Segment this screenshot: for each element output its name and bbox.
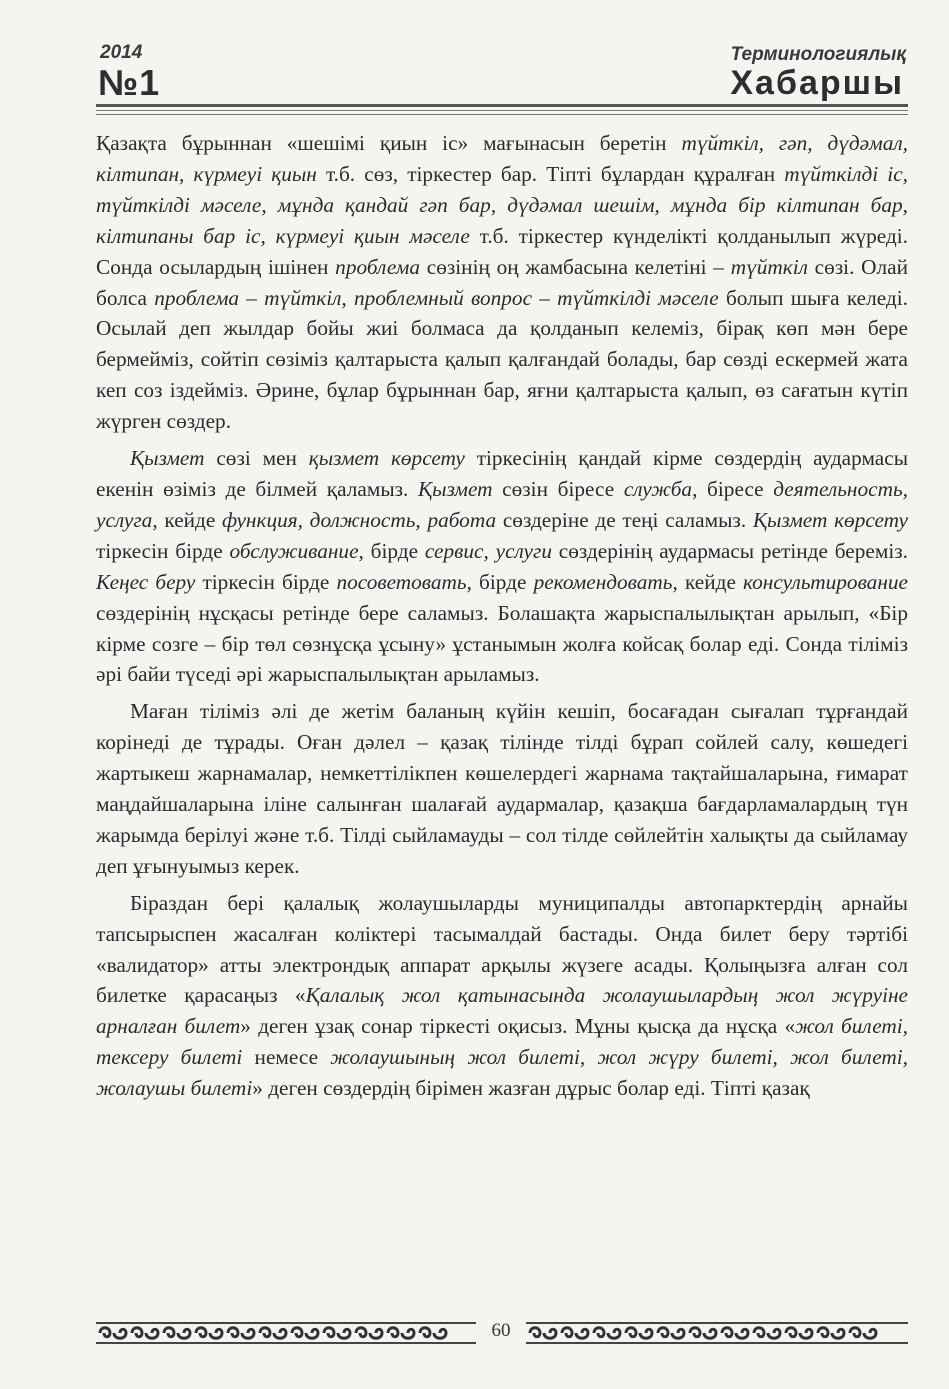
italic-term: жол билеті, тексеру билеті <box>96 1014 908 1070</box>
scroll-ornament-mark <box>594 1328 620 1339</box>
scroll-ornament-mark <box>754 1328 780 1339</box>
italic-term: түйткіл, гәп, дүдәмал, кілтипан, күрмеуі қиын <box>96 131 908 186</box>
italic-term: деятельность, услуга <box>96 476 908 532</box>
article-body <box>96 128 908 1110</box>
scroll-ornament-mark <box>260 1328 286 1339</box>
header-divider <box>96 104 908 118</box>
divider-rule <box>96 114 908 115</box>
italic-term: посоветовать <box>336 569 467 594</box>
text-run: т.б. сөз, тіркестер бар. Тіпті бұлардан құралған <box>316 161 785 186</box>
scroll-ornament-mark <box>658 1328 684 1339</box>
scroll-ornament-mark <box>324 1328 350 1339</box>
italic-term: Қызмет көрсету <box>752 507 908 532</box>
italic-term: сервис, услуги <box>424 538 552 563</box>
scroll-ornament-mark <box>228 1328 254 1339</box>
text-run: тіркесін бірде <box>195 569 337 594</box>
italic-term: Қызмет <box>418 476 493 501</box>
journal-title-bottom: Хабаршы <box>730 64 904 102</box>
text-run: , біресе <box>692 476 774 501</box>
scroll-ornament-mark <box>626 1328 652 1339</box>
journal-title-top: Терминологиялық <box>730 44 906 65</box>
text-run: сөздерінің аудармасы ретінде береміз. <box>551 538 908 563</box>
text-run: сөзі. Олай болса <box>96 254 909 310</box>
text-run: сөзі мен <box>204 446 309 471</box>
italic-term: Қызмет <box>130 446 205 471</box>
text-run: , бірде <box>358 538 425 563</box>
text-run: » деген ұзақ сонар тіркесті оқисыз. Мұны қысқа да нұсқа « <box>240 1014 796 1039</box>
italic-term: түйткіл <box>730 254 808 279</box>
scroll-ornament-mark <box>786 1328 812 1339</box>
paragraph <box>96 443 908 690</box>
italic-term: Кеңес беру <box>96 569 196 594</box>
italic-term: проблема – түйткіл, проблемный вопрос – түйткілді мәселе <box>154 285 719 310</box>
scroll-ornament-mark <box>420 1328 446 1339</box>
year: 2014 <box>100 42 143 63</box>
scroll-ornament-mark <box>132 1328 158 1339</box>
text-run: , бірде <box>466 569 534 594</box>
issue-number: №1 <box>98 62 161 103</box>
scroll-ornament-mark <box>388 1328 414 1339</box>
italic-term: түйткілді іс, түйткілді мәселе, мұнда қандай гәп бар, дүдәмал шешім, мұнда бір кілтипан бар, кілтипаны бар іс, күрмеуі қиын мәселе <box>96 161 908 248</box>
scroll-ornament-mark <box>530 1328 556 1339</box>
italic-term: служба <box>623 476 693 501</box>
scroll-ornament-mark <box>356 1328 382 1339</box>
scroll-ornament-mark <box>196 1328 222 1339</box>
text-run: болып шыға келеді. Осылай деп жылдар бойы жиі болмаса да қолданып келеміз, бірақ көп мән бере бермейміз, сойтіп сөзіміз қалтарыста қалып қалғандай болады, бар сөзді ескермей жата кеп соз іздейміз. Әрине, бұлар бұрыннан бар, яғни қалтарыста қалып, өз сағатын күтіп жүрген сөздер. <box>96 285 908 434</box>
text-run: Қазақта бұрыннан «шешімі қиын іс» мағынасын беретін <box>96 131 682 155</box>
ornament-right <box>526 1322 908 1344</box>
text-run: , кейде <box>672 569 743 594</box>
page-header <box>96 40 908 110</box>
scroll-ornament-mark <box>850 1328 876 1339</box>
text-run: т.б. тіркестер күнделікті қолданылып жүреді. Сонда осылардың ішінен <box>96 223 908 279</box>
text-run: тіркесінің қандай кірме сөздердің аудармасы екенін өзіміз де білмей қаламыз. <box>96 446 909 501</box>
paragraph <box>96 696 908 881</box>
paragraph <box>96 128 908 437</box>
text-run: тіркесін бірде <box>96 538 230 563</box>
italic-term: консультирование <box>743 569 908 594</box>
italic-term: обслуживание <box>229 538 359 563</box>
page-number: 60 <box>491 1320 511 1341</box>
scroll-ornament-mark <box>818 1328 844 1339</box>
scroll-ornament-mark <box>562 1328 588 1339</box>
text-run: » деген сөздердің бірімен жазған дұрыс болар еді. Тіпті қазақ <box>252 1076 810 1101</box>
scroll-ornament-mark <box>690 1328 716 1339</box>
text-run: сөздеріне де теңі саламыз. <box>496 507 753 532</box>
paragraph <box>96 888 908 1104</box>
italic-term: рекомендовать <box>533 569 673 594</box>
scroll-ornament-mark <box>100 1328 126 1339</box>
text-run: , кейде <box>152 507 223 532</box>
text-run: немесе <box>242 1045 331 1070</box>
italic-term: қызмет көрсету <box>308 446 465 471</box>
scroll-ornament-mark <box>164 1328 190 1339</box>
divider-rule <box>96 104 908 107</box>
text-run: Маған тіліміз әлі де жетім баланың күйін кешіп, босағадан сығалап тұрғандай корінеді де тұрады. Оған дәлел – қазақ тілінде тілді бұрап сойлей салу, көшедегі жартыкеш жарнамалар, немкеттілікпен көшелердегі жарнама тақтайшаларына, ғимарат маңдайшаларына іліне салынған шалағай аудармалар, қазақша бағдарламалардың түн жарымда берілуі және т.б. Тілді сыйламауды – сол тілде сөйлейтін халықты да сыйламау деп ұғынуымыз керек. <box>96 699 908 878</box>
text-run: сөзін біресе <box>492 476 624 501</box>
italic-term: жолаушының жол билеті, жол жүру билеті, жол билеті, жолаушы билеті <box>96 1045 908 1101</box>
italic-term: Қалалық жол қатынасында жолаушылардың жол жүруіне арналған билет <box>96 983 909 1039</box>
scroll-ornament-mark <box>292 1328 318 1339</box>
scroll-ornament-mark <box>722 1328 748 1339</box>
italic-term: функция, должность, работа <box>222 507 497 532</box>
page-footer <box>96 1318 908 1348</box>
text-run: Біраздан бері қалалық жолаушыларды муниципалды автопарктердің арнайы тапсырыспен жасалған коліктері тасымалдай бастады. Онда билет беру тәртібі «валидатор» атты электрондық аппарат арқылы жүзеге асады. Қолыңызға алған сол билетке қарасаңыз « <box>96 890 908 1008</box>
italic-term: проблема <box>335 254 420 279</box>
divider-rule <box>96 110 908 111</box>
ornament-left <box>96 1322 476 1344</box>
text-run: сөздерінің нұсқасы ретінде бере саламыз. Болашақта жарыспалылықтан арылып, «Бір кірме созге – бір төл сөзнұсқа ұсыну» ұстанымын жолға койсақ болар еді. Сонда тіліміз әрі байи түседі әрі жарыспалылықтан арыламыз. <box>96 600 908 687</box>
text-run: сөзінің оң жамбасына келетіні – <box>420 254 731 279</box>
